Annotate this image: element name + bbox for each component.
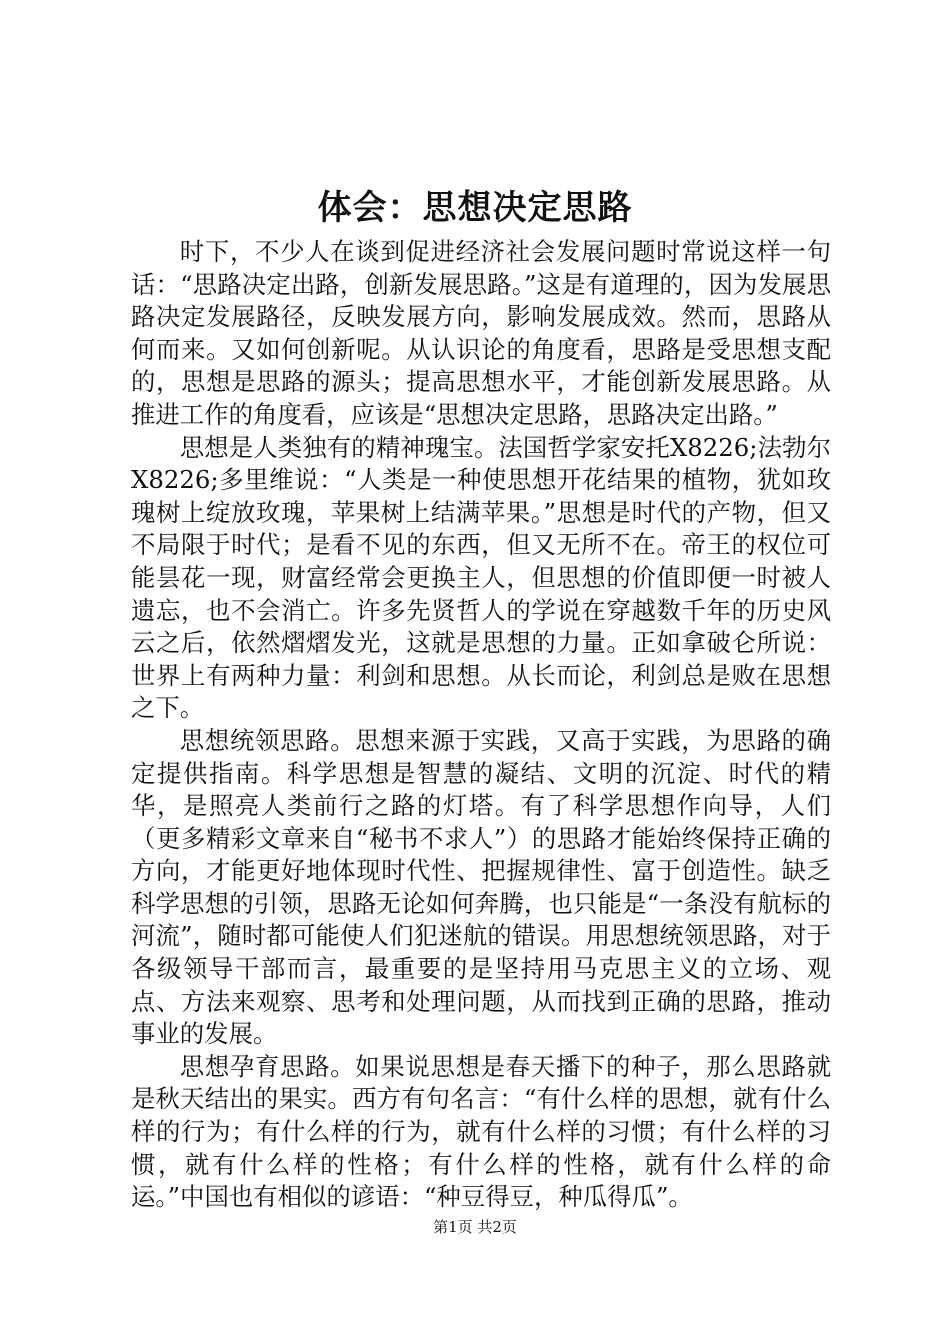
paragraph-2: 思想是人类独有的精神瑰宝。法国哲学家安托X8226;法勃尔X8226;多里维说：“人类是一种使思想开花结果的植物，犹如玫瑰树上绽放玫瑰，苹果树上结满苹果。”思想是时代的产物，但又不局限于时代；是看不见的东西，但又无所不在。帝王的权位可能昙花一现，财富经常会更换主人，但思想的价值即便一时被人遗忘，也不会消亡。许多先贤哲人的学说在穿越数千年的历史风云之后，依然熠熠发光，这就是思想的力量。正如拿破仑所说：世界上有两种力量：利剑和思想。从长而论，利剑总是败在思想之下。 — [131, 432, 831, 723]
document-title: 体会：思想决定思路 — [317, 188, 633, 228]
page-number-footer: 第1页 共2页 — [433, 1218, 517, 1236]
document-body — [131, 236, 831, 1214]
paragraph-3: 思想统领思路。思想来源于实践，又高于实践，为思路的确定提供指南。科学思想是智慧的凝结、文明的沉淀、时代的精华，是照亮人类前行之路的灯塔。有了科学思想作向导，人们（更多精彩文章来自“秘书不求人”）的思路才能始终保持正确的方向，才能更好地体现时代性、把握规律性、富于创造性。缺乏科学思想的引领，思路无论如何奔腾，也只能是“一条没有航标的河流”，随时都可能使人们犯迷航的错误。用思想统领思路，对于各级领导干部而言，最重要的是坚持用马克思主义的立场、观点、方法来观察、思考和处理问题，从而找到正确的思路，推动事业的发展。 — [131, 725, 831, 1049]
paragraph-1: 时下，不少人在谈到促进经济社会发展问题时常说这样一句话：“思路决定出路，创新发展思路。”这是有道理的，因为发展思路决定发展路径，反映发展方向，影响发展成效。然而，思路从何而来。又如何创新呢。从认识论的角度看，思路是受思想支配的，思想是思路的源头；提高思想水平，才能创新发展思路。从推进工作的角度看，应该是“思想决定思路，思路决定出路。” — [131, 237, 831, 429]
paragraph-4: 思想孕育思路。如果说思想是春天播下的种子，那么思路就是秋天结出的果实。西方有句名言：“有什么样的思想，就有什么样的行为；有什么样的行为，就有什么样的习惯；有什么样的习惯，就有什么样的性格；有什么样的性格，就有什么样的命运。”中国也有相似的谚语：“种豆得豆，种瓜得瓜”。 — [131, 1051, 831, 1212]
